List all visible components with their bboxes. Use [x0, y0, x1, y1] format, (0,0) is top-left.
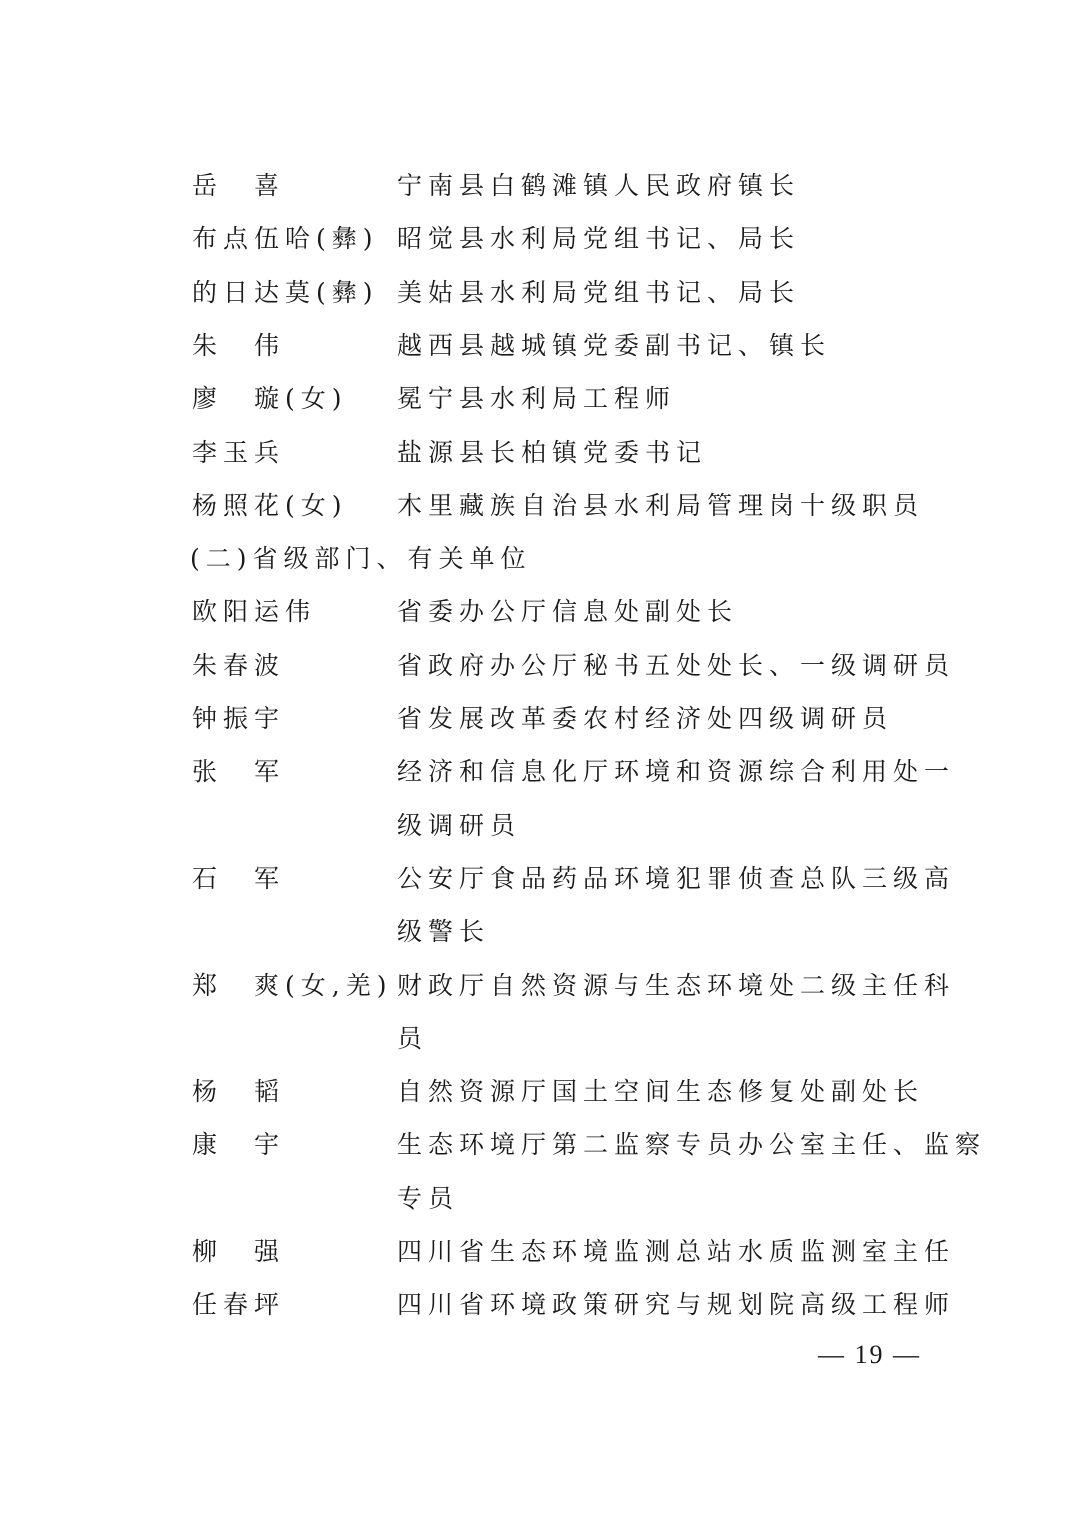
person-title: 盐源县长柏镇党委书记 [397, 437, 708, 467]
person-title: 木里藏族自治县水利局管理岗十级职员 [397, 490, 925, 520]
person-title: 省发展改革委农村经济处四级调研员 [397, 704, 894, 733]
person-name: 欧阳运伟 [192, 597, 317, 627]
roster-row [0, 1278, 1080, 1332]
roster-row [0, 639, 1080, 693]
person-name: 廖 璇(女) [192, 384, 348, 414]
person-name: 钟振宇 [192, 704, 286, 733]
person-name: 李玉兵 [192, 437, 286, 467]
roster-row [0, 959, 1080, 1013]
person-title: 四川省环境政策研究与规划院高级工程师 [397, 1290, 956, 1320]
person-title: 生态环境厅第二监察专员办公室主任、监察 [397, 1130, 987, 1160]
roster-row [0, 212, 1080, 266]
person-title: 专员 [397, 1183, 460, 1213]
person-name: 石 军 [192, 863, 286, 893]
roster-row [0, 372, 1080, 426]
roster-row [0, 585, 1080, 639]
person-name: 布点伍哈(彝) [192, 224, 379, 254]
person-title: 公安厅食品药品环境犯罪侦查总队三级高 [397, 863, 956, 893]
page-number: — 19 — [818, 1340, 921, 1369]
roster-row [0, 1225, 1080, 1279]
roster-row [0, 1118, 1080, 1172]
person-name: 朱春波 [192, 650, 286, 680]
roster-row [0, 159, 1080, 213]
person-title: 自然资源厅国土空间生态修复处副处长 [397, 1077, 925, 1107]
person-name: 朱 伟 [192, 330, 286, 360]
person-name: 任春坪 [192, 1290, 286, 1320]
roster-row [0, 319, 1080, 373]
person-name: 张 军 [192, 757, 286, 787]
person-title: 财政厅自然资源与生态环境处二级主任科 [397, 970, 956, 1000]
roster-row-continuation [0, 1012, 1080, 1066]
person-name: 杨照花(女) [192, 490, 348, 520]
roster-row [0, 266, 1080, 320]
person-title: 冕宁县水利局工程师 [397, 384, 677, 414]
section-heading: (二)省级部门、有关单位 [190, 544, 532, 574]
section-heading-row [0, 532, 1080, 586]
person-title: 越西县越城镇党委副书记、镇长 [397, 330, 832, 360]
person-title: 级调研员 [397, 810, 522, 840]
person-title: 省政府办公厅秘书五处处长、一级调研员 [397, 650, 956, 680]
person-title: 美姑县水利局党组书记、局长 [397, 277, 801, 307]
roster-row-continuation [0, 905, 1080, 959]
person-title: 宁南县白鹤滩镇人民政府镇长 [397, 171, 801, 200]
roster-row [0, 852, 1080, 906]
roster-row [0, 479, 1080, 533]
roster-row-continuation [0, 1172, 1080, 1226]
person-title: 省委办公厅信息处副处长 [397, 597, 739, 627]
person-name: 岳 喜 [192, 171, 286, 200]
person-name: 康 宇 [192, 1130, 286, 1160]
person-title: 员 [397, 1023, 429, 1053]
roster-row-continuation [0, 799, 1080, 853]
person-title: 四川省生态环境监测总站水质监测室主任 [397, 1237, 956, 1266]
person-title: 经济和信息化厅环境和资源综合利用处一 [397, 757, 956, 787]
roster-row [0, 745, 1080, 799]
person-title: 级警长 [397, 917, 491, 947]
person-name: 柳 强 [192, 1237, 286, 1266]
person-name: 杨 韬 [192, 1077, 286, 1107]
roster-row [0, 426, 1080, 480]
person-name: 的日达莫(彝) [192, 277, 379, 307]
roster-row [0, 692, 1080, 746]
person-title: 昭觉县水利局党组书记、局长 [397, 224, 801, 254]
person-name: 郑 爽(女,羌) [192, 970, 393, 1000]
roster-row [0, 1065, 1080, 1119]
